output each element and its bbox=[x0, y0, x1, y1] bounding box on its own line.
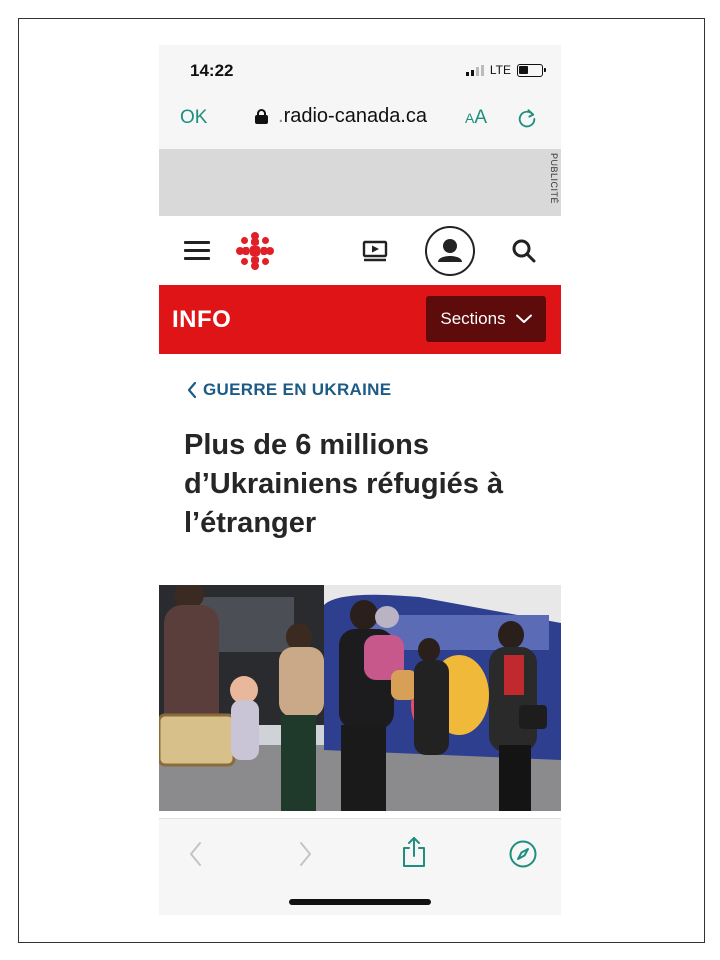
done-button[interactable]: OK bbox=[180, 107, 208, 128]
compass-icon[interactable] bbox=[508, 839, 538, 869]
status-time: 14:22 bbox=[190, 61, 234, 80]
ad-banner[interactable] bbox=[159, 149, 561, 216]
article-headline: Plus de 6 millions d’Ukrainiens réfugiés à l’étranger bbox=[184, 429, 504, 539]
search-icon[interactable] bbox=[511, 238, 537, 264]
url-prefix: . bbox=[278, 105, 284, 127]
status-indicators bbox=[466, 63, 543, 77]
ad-label: PUBLICITÉ bbox=[549, 153, 559, 205]
info-label[interactable]: INFO bbox=[172, 306, 232, 333]
chevron-left-icon bbox=[187, 381, 197, 399]
profile-icon bbox=[427, 228, 473, 274]
chevron-down-icon bbox=[516, 314, 532, 324]
browser-address-bar bbox=[159, 93, 561, 149]
info-section-bar bbox=[159, 285, 561, 354]
phone-screen bbox=[159, 45, 561, 915]
forward-icon[interactable] bbox=[290, 839, 320, 869]
breadcrumb[interactable] bbox=[187, 380, 391, 400]
site-header bbox=[159, 216, 561, 285]
article-photo[interactable] bbox=[159, 585, 561, 811]
share-icon[interactable] bbox=[399, 835, 429, 869]
network-label: LTE bbox=[489, 63, 511, 77]
profile-button[interactable] bbox=[425, 226, 475, 276]
browser-toolbar bbox=[159, 818, 561, 915]
status-bar bbox=[159, 45, 561, 93]
video-icon[interactable] bbox=[362, 240, 388, 262]
home-indicator[interactable] bbox=[289, 899, 431, 905]
url-field[interactable] bbox=[255, 105, 427, 128]
reload-icon[interactable] bbox=[516, 107, 538, 129]
menu-icon[interactable] bbox=[184, 241, 210, 261]
sections-dropdown[interactable] bbox=[426, 296, 546, 342]
text-size-button[interactable]: AA bbox=[465, 107, 488, 128]
signal-icon bbox=[466, 65, 484, 76]
battery-icon bbox=[517, 64, 543, 77]
radio-canada-logo[interactable] bbox=[235, 231, 275, 271]
sections-label: Sections bbox=[440, 309, 506, 328]
lock-icon bbox=[255, 109, 268, 124]
url-domain: radio-canada.ca bbox=[283, 105, 427, 127]
back-icon[interactable] bbox=[181, 839, 211, 869]
breadcrumb-label: GUERRE EN UKRAINE bbox=[203, 380, 392, 399]
